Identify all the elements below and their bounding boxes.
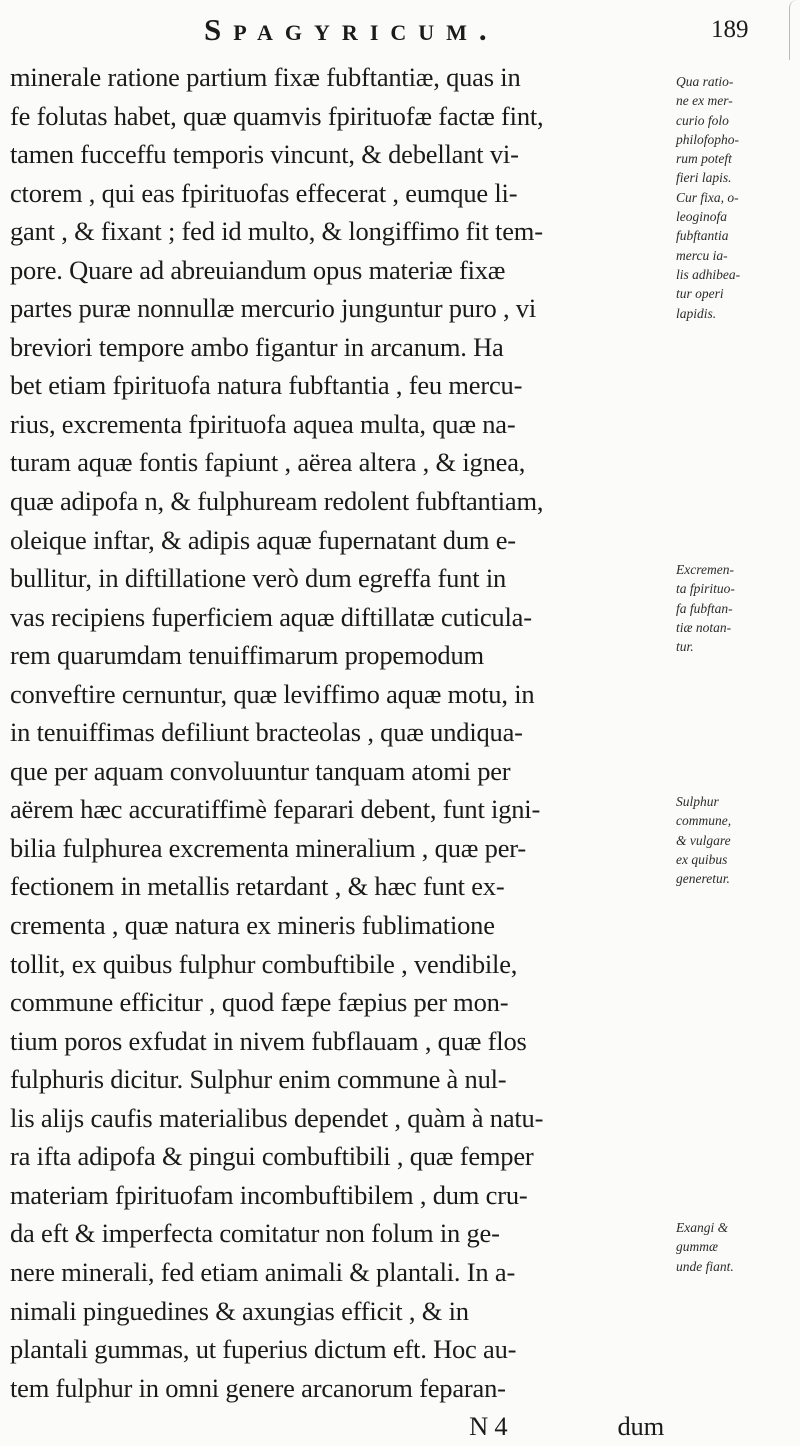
text-line: pore. Quare ad abreuiandum opus materiæ fixæ	[10, 254, 506, 285]
margin-line: gummæ	[676, 1239, 719, 1255]
text-line: lis alijs caufis materialibus dependet , quàm à natu-	[10, 1102, 544, 1133]
margin-line: philofopho-	[676, 131, 739, 147]
text-line: minerale ratione partium fixæ fubftantiæ, quas in	[10, 62, 521, 92]
margin-note-mercury	[676, 72, 796, 323]
text-line: plantali gummas, ut fuperius dictum eft. Hoc au-	[10, 1334, 517, 1365]
text-line: commune efficitur , quod fæpe fæpius per mon-	[10, 987, 509, 1018]
catchword: dum	[617, 1411, 664, 1442]
text-line: tium poros exfudat in nivem fubflauam , quæ flos	[10, 1025, 527, 1056]
page-edge-mark	[789, 0, 798, 60]
main-text-block	[10, 58, 670, 1446]
text-line: crementa , quæ natura ex mineris fublimatione	[10, 910, 495, 941]
margin-line: tur operi	[676, 286, 724, 302]
page-number: 189	[711, 16, 749, 43]
text-line: fectionem in metallis retardant , & hæc funt ex-	[10, 871, 505, 902]
text-line: oleique inftar, & adipis aquæ fupernatant dum e-	[10, 524, 516, 555]
text-line: ra ifta adipofa & pingui combuftibili , quæ femper	[10, 1141, 534, 1172]
margin-line: tur.	[676, 639, 694, 655]
running-head: Spagyricum.	[204, 12, 499, 47]
margin-line: & vulgare	[676, 832, 731, 848]
text-line: fulphuris dicitur. Sulphur enim commune à nul-	[10, 1064, 507, 1095]
text-line: bullitur, in diftillatione verò dum egreffa funt in	[10, 563, 507, 594]
margin-line: Sulphur	[676, 794, 719, 809]
text-line: materiam fpirituofam incombuftibilem , dum cru-	[10, 1179, 528, 1210]
margin-line: Cur fixa, o-	[676, 189, 739, 205]
margin-line: tiæ notan-	[676, 619, 732, 635]
margin-line: rum poteft	[676, 151, 732, 167]
text-line: bilia fulphurea excrementa mineralium , quæ per-	[10, 832, 526, 863]
margin-line: ne ex mer-	[676, 93, 733, 109]
text-line: fe folutas habet, quæ quamvis fpirituofæ factæ fint,	[10, 100, 544, 131]
margin-line: commune,	[676, 813, 732, 829]
text-line: vas recipiens fuperficiem aquæ diftillatæ cuticula-	[10, 601, 532, 632]
margin-line: leoginofa	[676, 209, 727, 225]
margin-line: Qua ratio-	[676, 74, 734, 89]
text-line: bet etiam fpirituofa natura fubftantia , feu mercu-	[10, 370, 523, 401]
catchline	[10, 1407, 670, 1446]
margin-line: mercu ia-	[676, 247, 728, 263]
margin-note-excrements	[676, 560, 796, 656]
margin-line: Exangi &	[676, 1220, 729, 1235]
text-line: rem quarumdam tenuiffimarum propemodum	[10, 640, 484, 671]
text-line: tamen fucceffu temporis vincunt, & debellant vi-	[10, 139, 519, 170]
text-line: conveftire cernuntur, quæ leviffimo aquæ motu, in	[10, 678, 535, 709]
text-line: turam aquæ fontis fapiunt , aërea altera , & ignea,	[10, 447, 526, 478]
margin-line: unde fiant.	[676, 1258, 734, 1274]
text-line: que per aquam convoluuntur tanquam atomi per	[10, 755, 511, 786]
margin-line: fubftantia	[676, 228, 729, 244]
page-header	[0, 12, 800, 52]
margin-line: Excremen-	[676, 562, 734, 577]
text-line: aërem hæc accuratiffimè feparari debent, funt igni-	[10, 794, 541, 825]
margin-line: curio folo	[676, 112, 729, 128]
margin-note-gums	[676, 1218, 796, 1276]
text-line: partes puræ nonnullæ mercurio junguntur puro , vi	[10, 293, 537, 324]
signature-mark: N 4	[469, 1411, 508, 1442]
text-line: nere minerali, fed etiam animali & plantali. In a-	[10, 1256, 516, 1287]
margin-line: lis adhibea-	[676, 266, 741, 282]
margin-line: lapidis.	[676, 305, 717, 321]
margin-line: fieri lapis.	[676, 170, 732, 186]
margin-line: ta fpirituo-	[676, 581, 735, 597]
text-line: ctorem , qui eas fpirituofas effecerat , eumque li-	[10, 177, 518, 208]
margin-note-sulphur	[676, 792, 796, 888]
margin-line: fa fubftan-	[676, 600, 733, 616]
margin-line: ex quibus	[676, 851, 728, 867]
text-line: rius, excrementa fpirituofa aquea multa, quæ na-	[10, 408, 516, 439]
text-line: quæ adipofa n, & fulphuream redolent fubftantiam,	[10, 486, 544, 517]
text-line: gant , & fixant ; fed id multo, & longiffimo fit tem-	[10, 216, 543, 247]
margin-line: generetur.	[676, 871, 730, 887]
text-line: da eft & imperfecta comitatur non folum in ge-	[10, 1218, 500, 1249]
text-line: tollit, ex quibus fulphur combuftibile , vendibile,	[10, 948, 518, 979]
text-line: tem fulphur in omni genere arcanorum feparan-	[10, 1372, 506, 1403]
text-line: nimali pinguedines & axungias efficit , & in	[10, 1295, 469, 1326]
text-line: breviori tempore ambo figantur in arcanum. Ha	[10, 331, 504, 362]
text-line: in tenuiffimas defiliunt bracteolas , quæ undiqua-	[10, 717, 523, 748]
